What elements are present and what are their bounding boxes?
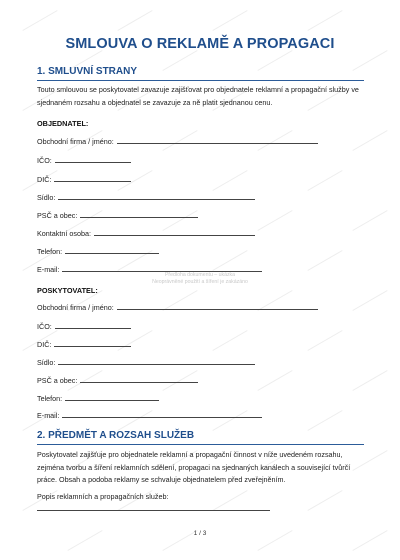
watermark-mark (352, 370, 387, 391)
field-label: Popis reklamních a propagačních služeb: (37, 492, 169, 501)
services-description-label (37, 491, 168, 501)
client-phone-field[interactable] (37, 246, 159, 256)
blank-line (54, 181, 131, 182)
watermark-mark (212, 330, 247, 351)
blank-line (117, 309, 318, 310)
blank-line (54, 346, 131, 347)
watermark-mark (307, 490, 342, 511)
blank-line (55, 162, 131, 163)
client-heading: OBJEDNATEL: (37, 119, 89, 128)
client-seat-field[interactable] (37, 192, 255, 202)
watermark-mark (307, 330, 342, 351)
watermark-mark (117, 10, 152, 31)
watermark-mark (307, 10, 342, 31)
blank-line (80, 382, 198, 383)
blank-line (94, 235, 255, 236)
field-label: Telefon: (37, 247, 63, 256)
provider-phone-field[interactable] (37, 393, 159, 403)
page-number: 1 / 3 (193, 530, 207, 537)
watermark-mark (352, 50, 387, 71)
provider-seat-field[interactable] (37, 357, 255, 367)
watermark-mark (212, 490, 247, 511)
watermark-mark (307, 250, 342, 271)
watermark-mark (352, 290, 387, 311)
watermark-mark (352, 130, 387, 151)
blank-line (65, 253, 159, 254)
section-divider (37, 444, 364, 445)
client-zip-city-field[interactable] (37, 210, 198, 220)
field-label: PSČ a obec: (37, 211, 78, 220)
field-label: IČO: (37, 156, 52, 165)
watermark-mark (22, 10, 57, 31)
field-label: Kontaktní osoba: (37, 229, 91, 238)
provider-heading: POSKYTOVATEL: (37, 286, 98, 295)
blank-line (58, 199, 255, 200)
watermark-mark (307, 170, 342, 191)
field-label: DIČ: (37, 175, 52, 184)
blank-line (117, 143, 318, 144)
field-label: Obchodní firma / jméno: (37, 137, 114, 146)
field-label: E-mail: (37, 265, 60, 274)
watermark-mark (257, 210, 292, 231)
client-company-field[interactable] (37, 136, 318, 146)
watermark-mark (162, 50, 197, 71)
watermark-mark (257, 370, 292, 391)
services-description-line[interactable] (37, 510, 270, 511)
provider-company-field[interactable] (37, 302, 318, 312)
blank-line (65, 400, 159, 401)
blank-line (62, 417, 262, 418)
watermark-line-2: Neoprávněné použití a šíření je zakázáno (152, 279, 248, 285)
client-dic-field[interactable] (37, 174, 131, 184)
watermark-mark (352, 210, 387, 231)
client-contact-field[interactable] (37, 228, 255, 238)
watermark-mark (212, 170, 247, 191)
field-label: E-mail: (37, 411, 60, 420)
field-label: Sídlo: (37, 358, 56, 367)
watermark-mark (257, 50, 292, 71)
field-label: PSČ a obec: (37, 376, 78, 385)
provider-ico-field[interactable] (37, 321, 131, 331)
parties-intro-paragraph: Touto smlouvou se poskytovatel zavazuje zajišťovat pro objednatele reklamní a propagační služby ve sjednaném rozsahu a objednatel se zavazuje za ně platit sjednanou cenu. (37, 85, 359, 107)
field-label: IČO: (37, 322, 52, 331)
field-label: DIČ: (37, 340, 52, 349)
section-divider (37, 80, 364, 81)
field-label: Obchodní firma / jméno: (37, 303, 114, 312)
blank-line (55, 328, 131, 329)
document-title: SMLOUVA O REKLAMĚ A PROPAGACI (65, 36, 335, 52)
watermark-mark (212, 10, 247, 31)
section-heading-parties: 1. SMLUVNÍ STRANY (37, 66, 138, 77)
watermark-line-1: Předloha dokumentu – ukázka (164, 272, 236, 278)
field-label: Telefon: (37, 394, 63, 403)
client-ico-field[interactable] (37, 155, 131, 165)
provider-dic-field[interactable] (37, 339, 131, 349)
section-heading-subject: 2. PŘEDMĚT A ROZSAH SLUŽEB (37, 430, 195, 441)
provider-zip-city-field[interactable] (37, 375, 198, 385)
subject-paragraph: Poskytovatel zajišťuje pro objednatele reklamní a propagační činnost v níže uvedeném rozsahu, zejména tvorbu a šíření reklamních sdělení, propagaci na sjednaných kanálech a související tvůrčí práce. Obsah a podoba reklamy se schvaluje objednatelem před zveřejněním. (37, 450, 351, 484)
provider-email-field[interactable] (37, 410, 262, 420)
center-watermark (110, 272, 290, 286)
watermark-mark (307, 410, 342, 431)
blank-line (58, 364, 255, 365)
blank-line (80, 217, 198, 218)
field-label: Sídlo: (37, 193, 56, 202)
